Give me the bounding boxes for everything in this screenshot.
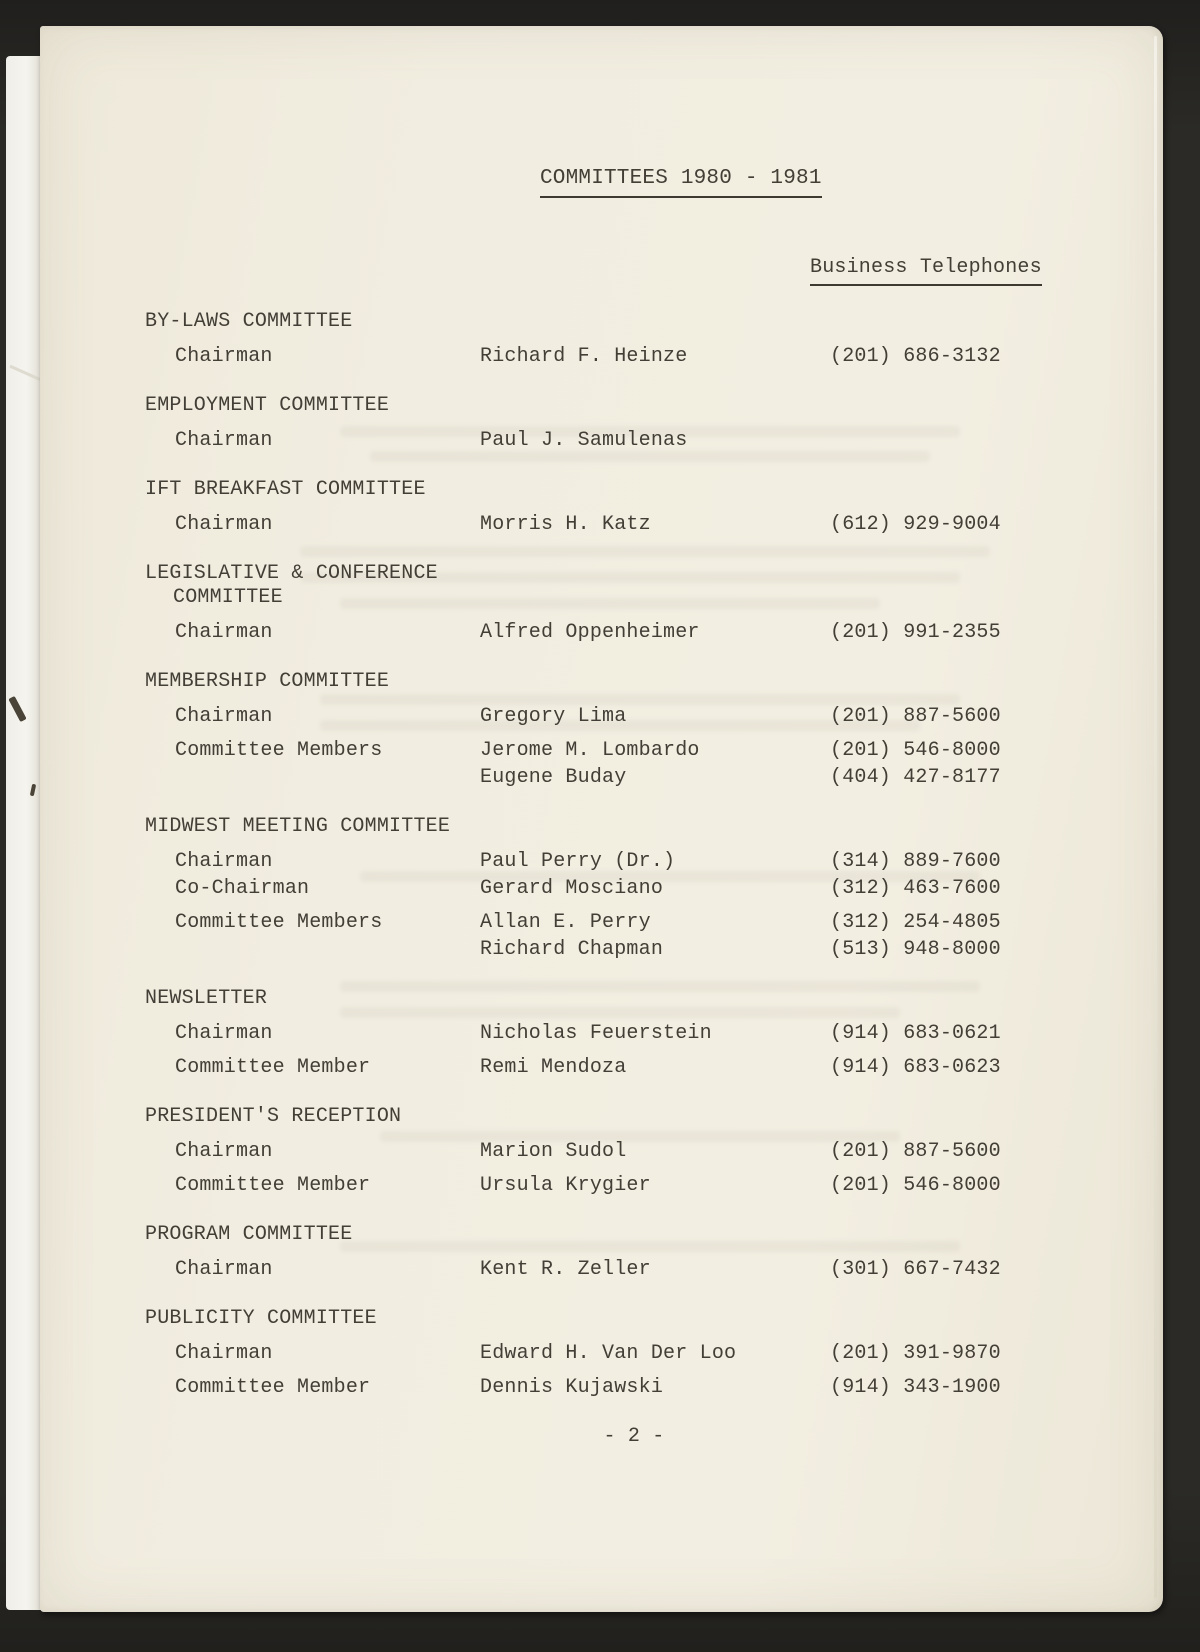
- committee-name: [145, 670, 1163, 694]
- role-label: Chairman: [175, 705, 273, 728]
- role-row: [145, 427, 1163, 454]
- committee-name-line: BY-LAWS COMMITTEE: [145, 310, 353, 333]
- committee-name: [145, 478, 1163, 502]
- role-label: Chairman: [175, 429, 273, 452]
- committee-name: [145, 1223, 1163, 1247]
- member-names: [480, 1020, 830, 1047]
- member-phones: [830, 1340, 1163, 1367]
- role-row: [145, 343, 1163, 370]
- role-row: [145, 703, 1163, 730]
- role-row: [145, 1256, 1163, 1283]
- role-row: [145, 737, 1163, 791]
- committee-name: [145, 394, 1163, 418]
- role-label: Chairman: [175, 621, 273, 644]
- member-phone: [830, 427, 1163, 454]
- committee-name-line: LEGISLATIVE & CONFERENCE: [145, 562, 438, 585]
- page-title: COMMITTEES 1980 - 1981: [540, 165, 822, 198]
- committee-block: [145, 394, 1163, 454]
- member-names: [480, 737, 830, 791]
- committee-name-line: COMMITTEE: [173, 586, 283, 609]
- committee-list: [145, 310, 1163, 1401]
- member-name: Richard Chapman: [480, 938, 664, 961]
- member-name: Allan E. Perry: [480, 911, 651, 934]
- page-content: [145, 26, 1163, 1450]
- member-name: Nicholas Feuerstein: [480, 1022, 712, 1045]
- committee-block: [145, 562, 1163, 646]
- member-phone: (914) 683-0623: [830, 1056, 1001, 1079]
- committee-name-line: NEWSLETTER: [145, 987, 268, 1010]
- member-name: Gerard Mosciano: [480, 877, 664, 900]
- member-phone: (914) 343-1900: [830, 1376, 1001, 1399]
- role-label: Committee Member: [175, 1376, 371, 1399]
- committee-name-line: IFT BREAKFAST COMMITTEE: [145, 478, 426, 501]
- role-label: Committee Members: [175, 911, 383, 934]
- committee-block: [145, 987, 1163, 1081]
- member-name: Dennis Kujawski: [480, 1376, 664, 1399]
- role-row: [145, 511, 1163, 538]
- document-page: [40, 26, 1163, 1612]
- role-row: [145, 875, 1163, 902]
- member-phones: [830, 1138, 1163, 1165]
- member-phone: (612) 929-9004: [830, 513, 1001, 536]
- committee-name-line: PROGRAM COMMITTEE: [145, 1223, 353, 1246]
- member-phone: (314) 889-7600: [830, 850, 1001, 873]
- member-name: Jerome M. Lombardo: [480, 739, 700, 762]
- committee-block: [145, 670, 1163, 791]
- committee-block: [145, 310, 1163, 370]
- member-phones: [830, 1172, 1163, 1199]
- role-label: Chairman: [175, 1022, 273, 1045]
- committee-name: [145, 987, 1163, 1011]
- role-label: Chairman: [175, 1342, 273, 1365]
- role-row: [145, 1340, 1163, 1367]
- member-name: Gregory Lima: [480, 705, 627, 728]
- member-names: [480, 875, 830, 902]
- member-name: Edward H. Van Der Loo: [480, 1342, 737, 1365]
- member-phones: [830, 1374, 1163, 1401]
- member-phones: [830, 703, 1163, 730]
- role-label: Chairman: [175, 850, 273, 873]
- member-names: [480, 909, 830, 963]
- member-phones: [830, 427, 1163, 454]
- member-phone: (312) 463-7600: [830, 877, 1001, 900]
- role-row: [145, 1020, 1163, 1047]
- role-row: [145, 1138, 1163, 1165]
- member-name: Alfred Oppenheimer: [480, 621, 700, 644]
- member-names: [480, 427, 830, 454]
- member-phones: [830, 343, 1163, 370]
- member-names: [480, 343, 830, 370]
- member-name: Morris H. Katz: [480, 513, 651, 536]
- committee-name: [145, 1105, 1163, 1129]
- role-row: [145, 619, 1163, 646]
- member-phones: [830, 737, 1163, 791]
- member-name: Paul Perry (Dr.): [480, 850, 676, 873]
- member-phone: (201) 546-8000: [830, 739, 1001, 762]
- role-label: Co-Chairman: [175, 877, 310, 900]
- committee-block: [145, 1105, 1163, 1199]
- committee-name-line: EMPLOYMENT COMMITTEE: [145, 394, 390, 417]
- member-phones: [830, 848, 1163, 875]
- member-names: [480, 1138, 830, 1165]
- member-phone: (513) 948-8000: [830, 938, 1001, 961]
- member-phone: (201) 887-5600: [830, 705, 1001, 728]
- committee-block: [145, 478, 1163, 538]
- committee-name-line: MEMBERSHIP COMMITTEE: [145, 670, 390, 693]
- role-label: Chairman: [175, 1140, 273, 1163]
- role-row: [145, 848, 1163, 875]
- member-names: [480, 1374, 830, 1401]
- member-phone: (312) 254-4805: [830, 911, 1001, 934]
- member-names: [480, 1256, 830, 1283]
- member-name: Ursula Krygier: [480, 1174, 651, 1197]
- role-label: Chairman: [175, 513, 273, 536]
- member-names: [480, 1340, 830, 1367]
- member-phone: (201) 991-2355: [830, 621, 1001, 644]
- member-names: [480, 1054, 830, 1081]
- member-names: [480, 703, 830, 730]
- member-phone: (201) 887-5600: [830, 1140, 1001, 1163]
- member-phone: (301) 667-7432: [830, 1258, 1001, 1281]
- committee-block: [145, 815, 1163, 963]
- role-label: Chairman: [175, 345, 273, 368]
- committee-block: [145, 1307, 1163, 1401]
- member-names: [480, 511, 830, 538]
- member-phone: (201) 546-8000: [830, 1174, 1001, 1197]
- member-phones: [830, 1256, 1163, 1283]
- member-phones: [830, 619, 1163, 646]
- member-phones: [830, 875, 1163, 902]
- member-names: [480, 848, 830, 875]
- member-phone: (914) 683-0621: [830, 1022, 1001, 1045]
- member-phone: (404) 427-8177: [830, 766, 1001, 789]
- committee-name: [145, 310, 1163, 334]
- role-label: Committee Members: [175, 739, 383, 762]
- member-name: Marion Sudol: [480, 1140, 627, 1163]
- role-row: [145, 1054, 1163, 1081]
- member-name: Eugene Buday: [480, 766, 627, 789]
- member-name: Kent R. Zeller: [480, 1258, 651, 1281]
- role-row: [145, 1374, 1163, 1401]
- committee-name: [145, 815, 1163, 839]
- role-label: Committee Member: [175, 1056, 371, 1079]
- committee-name: [145, 562, 1163, 610]
- committee-name-line: PUBLICITY COMMITTEE: [145, 1307, 377, 1330]
- column-header-business-telephones: Business Telephones: [810, 254, 1042, 286]
- member-phone: (201) 391-9870: [830, 1342, 1001, 1365]
- role-label: Committee Member: [175, 1174, 371, 1197]
- page-number: - 2 -: [603, 1425, 665, 1448]
- member-phones: [830, 1020, 1163, 1047]
- member-names: [480, 1172, 830, 1199]
- committee-name-line: PRESIDENT'S RECEPTION: [145, 1105, 402, 1128]
- member-name: Paul J. Samulenas: [480, 429, 688, 452]
- role-row: [145, 909, 1163, 963]
- member-names: [480, 619, 830, 646]
- underlying-page-edge: [6, 56, 43, 1610]
- member-name: Remi Mendoza: [480, 1056, 627, 1079]
- member-phones: [830, 1054, 1163, 1081]
- committee-name: [145, 1307, 1163, 1331]
- role-label: Chairman: [175, 1258, 273, 1281]
- member-name: Richard F. Heinze: [480, 345, 688, 368]
- role-row: [145, 1172, 1163, 1199]
- member-phones: [830, 909, 1163, 963]
- committee-name-line: MIDWEST MEETING COMMITTEE: [145, 815, 451, 838]
- member-phone: (201) 686-3132: [830, 345, 1001, 368]
- committee-block: [145, 1223, 1163, 1283]
- member-phones: [830, 511, 1163, 538]
